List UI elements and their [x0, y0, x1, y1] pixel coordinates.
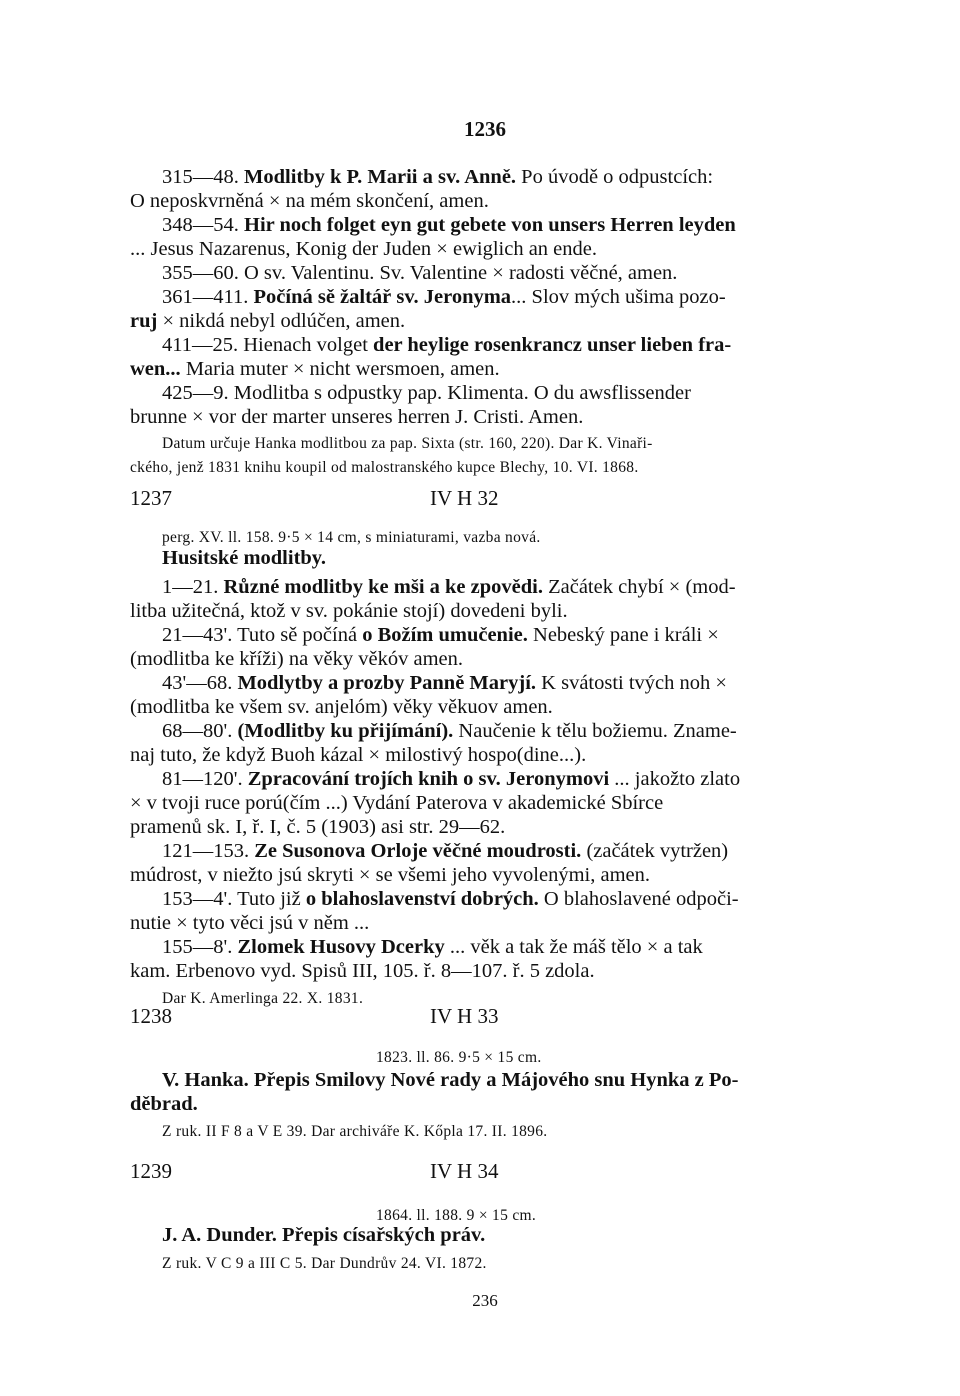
entry-1237-line: 43'—68. Modlytby a prozby Panně Maryjí. K svátosti tvých noh ×: [162, 672, 727, 694]
entry-1236-line: 361—411. Počíná sě žaltář sv. Jeronyma... Slov mých ušima pozo-: [162, 286, 726, 308]
entry-title: Husitské modlitby.: [162, 547, 327, 569]
entry-1236-line: 315—48. Modlitby k P. Marii a sv. Anně. Po úvodě o odpustcích:: [162, 166, 714, 188]
physical-description: 1823. ll. 86. 9·5 × 15 cm.: [376, 1049, 542, 1066]
entry-1237-line: 68—80'. (Modlitby ku přijímání). Naučenie k tělu božiemu. Zname-: [162, 720, 737, 742]
entry-title: J. A. Dunder. Přepis císařských práv.: [162, 1224, 486, 1246]
entry-1237-line: 21—43'. Tuto sě počíná o Božím umučenie. Nebeský pane i králi ×: [162, 624, 719, 646]
entry-number: 1237: [130, 486, 172, 510]
page-number: 236: [472, 1291, 498, 1310]
provenance-note: Z ruk. V C 9 a III C 5. Dar Dundrův 24. VI. 1872.: [162, 1255, 487, 1272]
entry-1236-line: ruj × nikdá nebyl odlúčen, amen.: [130, 310, 406, 332]
entry-1236-line: wen... Maria muter × nicht wersmoen, amen.: [130, 358, 500, 380]
entry-1237-line: 153—4'. Tuto již o blahoslavenství dobrých. O blahoslavené odpoči-: [162, 888, 739, 910]
entry-1237-line: (modlitba ke kříži) na věky věkóv amen.: [130, 648, 464, 670]
entry-1237-line: naj tuto, že když Buoh kázal × milostivý hospo(dine...).: [130, 744, 587, 766]
entry-1236-line: 348—54. Hir noch folget eyn gut gebete von unsers Herren leyden: [162, 214, 736, 236]
entry-1237-line: nutie × tyto věci jsú v něm ...: [130, 912, 370, 934]
shelfmark: IV H 32: [430, 486, 499, 510]
catalogue-page: [130, 0, 840, 1396]
entry-1237-line: 1—21. Různé modlitby ke mši a ke zpovědi. Začátek chybí × (mod-: [162, 576, 736, 598]
entry-1237-line: 155—8'. Zlomek Husovy Dcerky ... věk a tak že máš tělo × a tak: [162, 936, 703, 958]
entry-1237-line: (modlitba ke všem sv. anjelóm) věky věkuov amen.: [130, 696, 553, 718]
entry-title: děbrad.: [130, 1093, 198, 1115]
entry-1236-note: ckého, jenž 1831 knihu koupil od malostranského kupce Blechy, 10. VI. 1868.: [130, 459, 639, 476]
entry-1237-line: 81—120'. Zpracování trojích knih o sv. Jeronymovi ... jakožto zlato: [162, 768, 741, 790]
entry-title: V. Hanka. Přepis Smilovy Nové rady a Májového snu Hynka z Po-: [162, 1069, 739, 1091]
entry-1236-line: ... Jesus Nazarenus, Konig der Juden × ewiglich an ende.: [130, 238, 597, 260]
entry-1237-line: kam. Erbenovo vyd. Spisů III, 105. ř. 8—107. ř. 5 zdola.: [130, 960, 595, 982]
entry-1236-line: O neposkvrněná × na mém skončení, amen.: [130, 190, 489, 212]
shelfmark: IV H 33: [430, 1004, 499, 1028]
entry-1237-line: 121—153. Ze Susonova Orloje věčné moudrosti. (začátek vytržen): [162, 840, 729, 862]
provenance-note: Dar K. Amerlinga 22. X. 1831.: [162, 990, 364, 1007]
entry-1237-line: pramenů sk. I, ř. I, č. 5 (1903) asi str. 29—62.: [130, 816, 506, 838]
running-head: 1236: [464, 117, 506, 141]
entry-number: 1238: [130, 1004, 172, 1028]
provenance-note: Z ruk. II F 8 a V E 39. Dar archiváře K. Kőpla 17. II. 1896.: [162, 1123, 548, 1140]
shelfmark: IV H 34: [430, 1159, 499, 1183]
entry-1236-line: 411—25. Hienach volget der heylige rosenkrancz unser lieben fra-: [162, 334, 732, 356]
entry-1236-line: brunne × vor der marter unseres herren J. Cristi. Amen.: [130, 406, 584, 428]
entry-1237-line: × v tvoji ruce porú(čím ...) Vydání Paterova v akademické Sbírce: [130, 792, 664, 814]
entry-1237-line: múdrost, v niežto jsú skryti × se všemi jeho vyvolenými, amen.: [130, 864, 651, 886]
entry-1236-line: 355—60. O sv. Valentinu. Sv. Valentine × radosti věčné, amen.: [162, 262, 678, 284]
physical-description: perg. XV. ll. 158. 9·5 × 14 cm, s miniaturami, vazba nová.: [162, 529, 541, 546]
entry-number: 1239: [130, 1159, 172, 1183]
physical-description: 1864. ll. 188. 9 × 15 cm.: [376, 1207, 537, 1224]
entry-1237-line: litba užitečná, ktož v sv. pokánie stojí) dovedeni byli.: [130, 600, 568, 622]
entry-1236-line: 425—9. Modlitba s odpustky pap. Klimenta. O du awsflissender: [162, 382, 691, 404]
entry-1236-note: Datum určuje Hanka modlitbou za pap. Sixta (str. 160, 220). Dar K. Vinaři-: [162, 435, 653, 452]
